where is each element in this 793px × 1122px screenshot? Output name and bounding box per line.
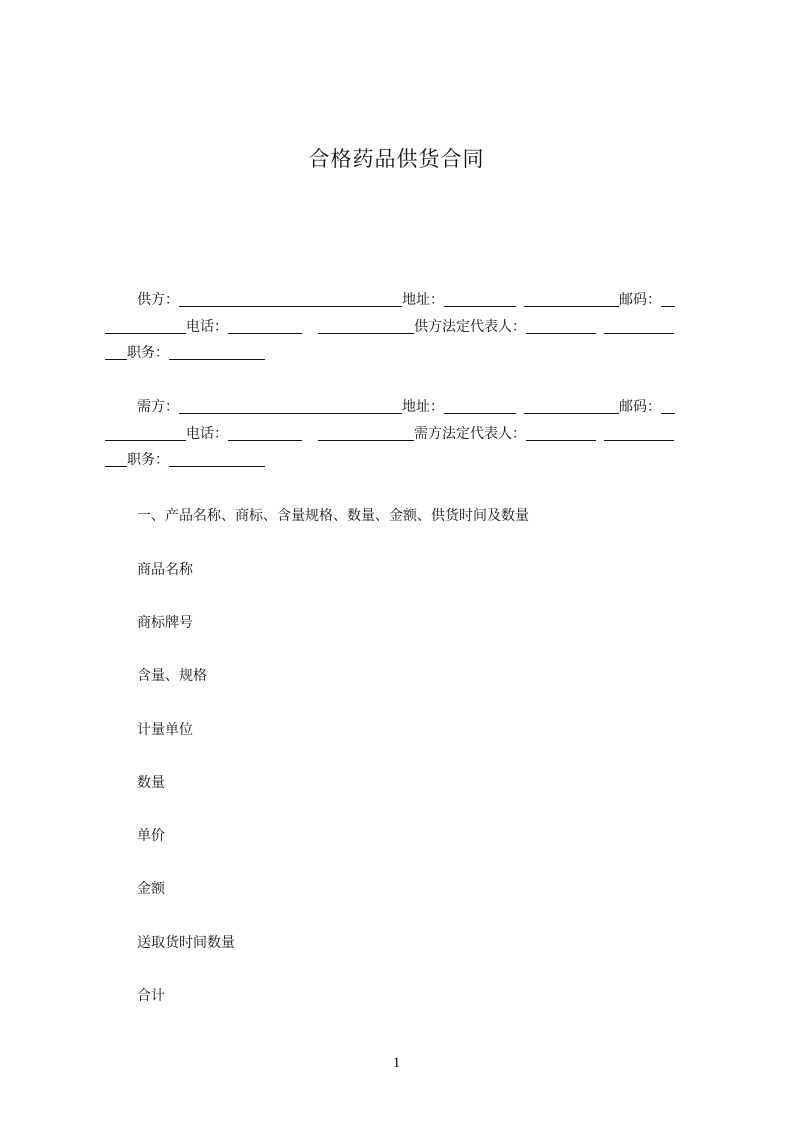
supplier-name-blank[interactable] bbox=[179, 290, 402, 307]
section-1-heading: 一、产品名称、商标、含量规格、数量、金额、供货时间及数量 bbox=[137, 508, 529, 524]
item-amount: 金额 bbox=[137, 881, 165, 897]
supplier-address-label: 地址： bbox=[402, 292, 444, 308]
buyer-address-blank[interactable] bbox=[444, 397, 516, 414]
supplier-label: 供方： bbox=[137, 292, 179, 308]
supplier-phone-blank-2[interactable] bbox=[318, 317, 414, 334]
buyer-representative-blank-3[interactable] bbox=[105, 450, 127, 467]
supplier-representative-label: 供方法定代表人： bbox=[414, 318, 526, 335]
supplier-postcode-label: 邮码： bbox=[619, 292, 661, 308]
supplier-representative-blank-2[interactable] bbox=[604, 317, 674, 334]
buyer-address-label: 地址： bbox=[402, 399, 444, 415]
buyer-address-blank-2[interactable] bbox=[524, 397, 619, 414]
buyer-position-label: 职务： bbox=[127, 452, 169, 468]
supplier-position-blank[interactable] bbox=[169, 343, 265, 360]
supplier-block bbox=[105, 287, 705, 367]
buyer-label: 需方： bbox=[137, 399, 179, 415]
buyer-phone-label: 电话： bbox=[186, 425, 228, 442]
buyer-postcode-blank-2[interactable] bbox=[105, 424, 186, 441]
supplier-phone-blank[interactable] bbox=[228, 317, 302, 334]
page-number: 1 bbox=[392, 1055, 401, 1071]
buyer-block bbox=[105, 394, 705, 474]
buyer-position-blank[interactable] bbox=[169, 450, 265, 467]
buyer-line-1 bbox=[105, 394, 705, 421]
item-delivery-time: 送取货时间数量 bbox=[137, 935, 235, 951]
buyer-line-3 bbox=[105, 447, 705, 474]
supplier-line-1 bbox=[105, 287, 705, 314]
supplier-postcode-blank-2[interactable] bbox=[105, 317, 186, 334]
buyer-name-blank[interactable] bbox=[179, 397, 402, 414]
document-title: 合格药品供货合同 bbox=[308, 147, 485, 171]
supplier-line-2 bbox=[105, 314, 705, 341]
item-unit: 计量单位 bbox=[137, 722, 193, 738]
item-product-name: 商品名称 bbox=[137, 562, 193, 578]
item-total: 合计 bbox=[137, 988, 165, 1004]
buyer-phone-blank-2[interactable] bbox=[318, 424, 414, 441]
item-trademark: 商标牌号 bbox=[137, 615, 193, 631]
buyer-representative-blank-2[interactable] bbox=[604, 424, 674, 441]
supplier-address-blank-2[interactable] bbox=[524, 290, 619, 307]
item-quantity: 数量 bbox=[137, 775, 165, 791]
supplier-position-label: 职务： bbox=[127, 345, 169, 361]
supplier-representative-blank[interactable] bbox=[526, 317, 596, 334]
item-unit-price: 单价 bbox=[137, 828, 165, 844]
item-content-spec: 含量、规格 bbox=[137, 668, 207, 684]
buyer-representative-label: 需方法定代表人： bbox=[414, 425, 526, 442]
buyer-postcode-blank[interactable] bbox=[661, 397, 675, 414]
buyer-postcode-label: 邮码： bbox=[619, 399, 661, 415]
buyer-representative-blank[interactable] bbox=[526, 424, 596, 441]
buyer-phone-blank[interactable] bbox=[228, 424, 302, 441]
buyer-line-2 bbox=[105, 421, 705, 448]
supplier-line-3 bbox=[105, 340, 705, 367]
supplier-representative-blank-3[interactable] bbox=[105, 343, 127, 360]
supplier-postcode-blank[interactable] bbox=[661, 290, 675, 307]
supplier-address-blank[interactable] bbox=[444, 290, 516, 307]
supplier-phone-label: 电话： bbox=[186, 318, 228, 335]
